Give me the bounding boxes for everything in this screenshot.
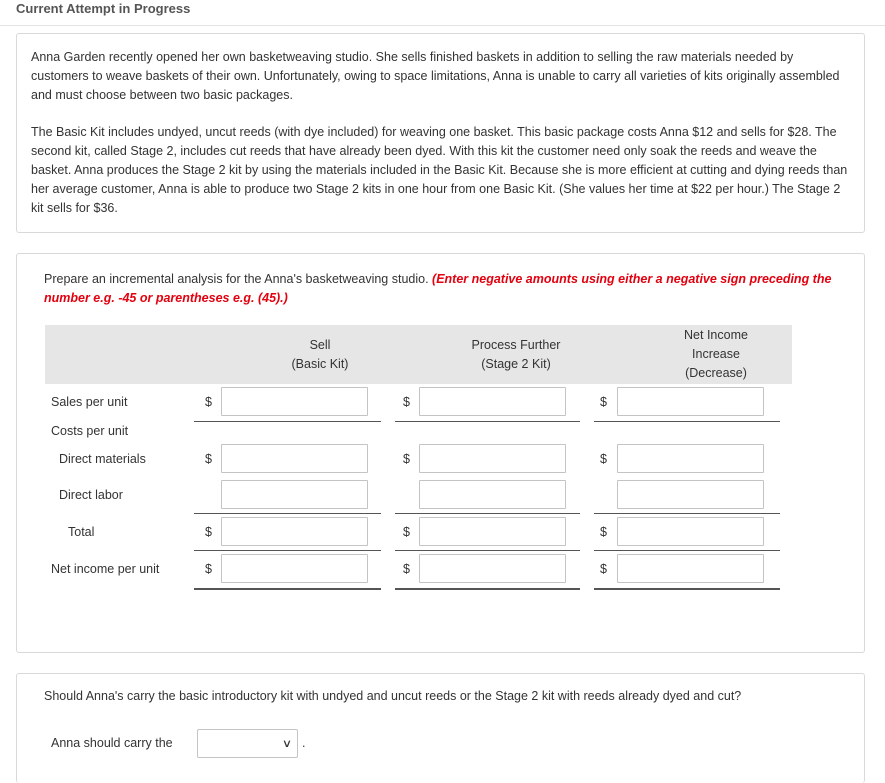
double-underline <box>395 588 580 590</box>
total-sell-input[interactable] <box>221 517 368 546</box>
row-label-net-income: Net income per unit <box>51 562 160 576</box>
analysis-instruction <box>44 270 834 308</box>
page-title: Current Attempt in Progress <box>16 1 191 16</box>
dollar-sign: $ <box>600 525 607 539</box>
underline <box>395 421 580 422</box>
row-label-direct-labor: Direct labor <box>59 488 123 502</box>
column-header-sell-line1: Sell <box>309 337 331 352</box>
column-header-process-further <box>441 325 591 384</box>
dollar-sign: $ <box>600 452 607 466</box>
underline <box>194 421 381 422</box>
underline <box>395 550 580 551</box>
double-underline <box>194 588 381 590</box>
net-sell-input[interactable] <box>221 554 368 583</box>
decision-question: Should Anna's carry the basic introductory kit with undyed and uncut reeds or the Stage 2 kit with reeds already dyed and cut? <box>44 689 742 703</box>
dollar-sign: $ <box>403 395 410 409</box>
dollar-sign: $ <box>205 395 212 409</box>
underline <box>594 513 780 514</box>
materials-sell-input[interactable] <box>221 444 368 473</box>
decision-answer-label: Anna should carry the <box>51 736 173 750</box>
sales-process-input[interactable] <box>419 387 566 416</box>
analysis-panel <box>16 253 865 653</box>
row-label-direct-materials: Direct materials <box>59 452 146 466</box>
underline <box>594 550 780 551</box>
total-process-input[interactable] <box>419 517 566 546</box>
total-net-input[interactable] <box>617 517 764 546</box>
column-header-net-line3: (Decrease) <box>685 366 747 380</box>
column-header-net-line1: Net Income <box>684 328 748 342</box>
dollar-sign: $ <box>403 562 410 576</box>
instruction-warning: (Enter negative amounts using either a negative sign preceding the number e.g. -45 or parentheses e.g. (45).) <box>44 272 832 305</box>
column-header-net-line2: Increase <box>692 347 740 361</box>
page-header <box>0 0 885 26</box>
row-label-sales: Sales per unit <box>51 395 128 409</box>
column-header-process-line1: Process Further <box>471 337 561 352</box>
problem-paragraph-2: The Basic Kit includes undyed, uncut reeds (with dye included) for weaving one basket. This basic package costs Anna $12 and sells for $28. The second kit, called Stage 2, includes cut reeds that have already been dyed. With this kit the customer need only soak the reeds and weave the basket. Anna produces the Stage 2 kit by using the materials included in the Basic Kit. Because she is more efficient at cutting and dying reeds than her average customer, Anna is able to produce two Stage 2 kits in one hour from one Basic Kit. (She values her time at $22 per hour.) The Stage 2 kit sells for $36. <box>31 125 848 215</box>
sentence-period: . <box>302 736 306 750</box>
dollar-sign: $ <box>205 562 212 576</box>
underline <box>194 550 381 551</box>
column-header-process-line2: (Stage 2 Kit) <box>481 356 551 371</box>
materials-process-input[interactable] <box>419 444 566 473</box>
column-header-net-income <box>641 325 791 384</box>
labor-sell-input[interactable] <box>221 480 368 509</box>
underline <box>594 421 780 422</box>
row-label-total: Total <box>68 525 95 539</box>
table-header <box>45 325 792 384</box>
dollar-sign: $ <box>600 562 607 576</box>
net-process-input[interactable] <box>419 554 566 583</box>
dollar-sign: $ <box>205 452 212 466</box>
sales-sell-input[interactable] <box>221 387 368 416</box>
double-underline <box>594 588 780 590</box>
sales-net-input[interactable] <box>617 387 764 416</box>
dollar-sign: $ <box>205 525 212 539</box>
dollar-sign: $ <box>403 525 410 539</box>
materials-net-input[interactable] <box>617 444 764 473</box>
instruction-text: Prepare an incremental analysis for the Anna's basketweaving studio. <box>44 272 433 286</box>
underline <box>395 513 580 514</box>
labor-net-input[interactable] <box>617 480 764 509</box>
net-net-input[interactable] <box>617 554 764 583</box>
dollar-sign: $ <box>600 395 607 409</box>
dollar-sign: $ <box>403 452 410 466</box>
column-header-sell-line2: (Basic Kit) <box>291 356 349 371</box>
underline <box>194 513 381 514</box>
problem-paragraph-1: Anna Garden recently opened her own basketweaving studio. She sells finished baskets in addition to selling the raw materials needed by customers to weave baskets of their own. Unfortunately, owing to space limitations, Anna is unable to carry all varieties of kits originally assembled and must choose between two basic packages. <box>31 50 840 102</box>
chevron-down-icon: ∨ <box>281 738 293 750</box>
problem-panel <box>16 33 865 233</box>
kit-select-dropdown[interactable] <box>197 729 298 758</box>
decision-panel <box>16 673 865 783</box>
row-label-costs: Costs per unit <box>51 424 129 438</box>
labor-process-input[interactable] <box>419 480 566 509</box>
column-header-sell <box>245 325 395 384</box>
